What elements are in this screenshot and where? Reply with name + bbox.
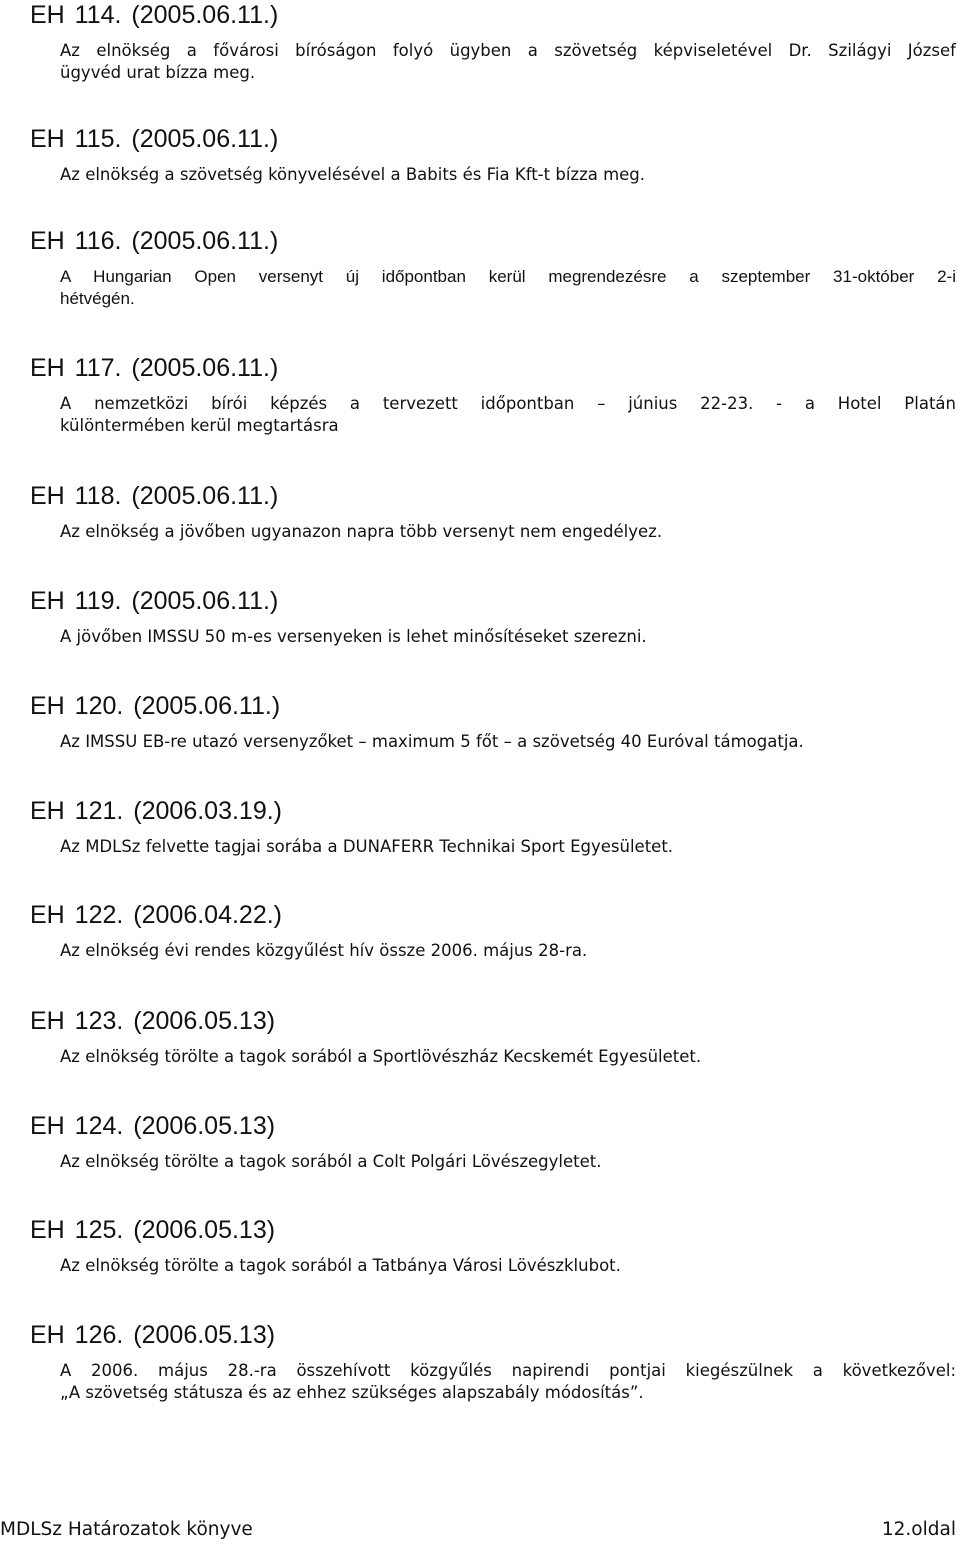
resolution-text: Az elnökség törölte a tagok sorából a Tatbánya Városi Lövészklubot.	[60, 1256, 621, 1275]
resolution-heading: EH 119. (2005.06.11.)	[30, 587, 279, 615]
resolution-text: A jövőben IMSSU 50 m-es versenyeken is lehet minősítéseket szerezni.	[60, 627, 647, 646]
resolution-text-line: Az elnökség a fővárosi bíróságon folyó ügyben a szövetség képviseletével Dr. Szilágyi József	[60, 41, 956, 60]
resolution-eh-123	[30, 1006, 956, 1068]
resolution-eh-120	[30, 691, 956, 753]
resolution-heading: EH 126. (2006.05.13)	[30, 1321, 276, 1349]
resolution-heading: EH 122. (2006.04.22.)	[30, 901, 282, 929]
resolution-eh-116	[30, 226, 956, 310]
resolution-heading: EH 115. (2005.06.11.)	[30, 125, 279, 153]
resolution-heading: EH 120. (2005.06.11.)	[30, 692, 281, 720]
resolution-text: Az elnökség a jövőben ugyanazon napra több versenyt nem engedélyez.	[60, 522, 663, 541]
resolution-eh-115	[30, 124, 956, 186]
resolution-eh-114	[30, 0, 956, 84]
resolution-text-line: különtermében kerül megtartásra	[60, 416, 339, 435]
resolution-text-line: A nemzetközi bírói képzés a tervezett időpontban – június 22-23. - a Hotel Platán	[60, 394, 956, 413]
resolution-eh-122	[30, 900, 956, 962]
resolution-text: Az MDLSz felvette tagjai sorába a DUNAFERR Technikai Sport Egyesületet.	[60, 837, 674, 856]
resolution-text-line: A 2006. május 28.-ra összehívott közgyűlés napirendi pontjai kiegészülnek a következővel:	[60, 1361, 956, 1380]
resolution-text	[60, 40, 956, 84]
resolution-text: Az elnökség törölte a tagok sorából a Sportlövészház Kecskemét Egyesületet.	[60, 1047, 702, 1066]
resolution-eh-119	[30, 586, 956, 648]
resolution-text-line: „A szövetség státusza és az ehhez szükséges alapszabály módosítás”.	[60, 1383, 644, 1402]
resolution-eh-125	[30, 1215, 956, 1277]
resolution-eh-117	[30, 353, 956, 437]
resolution-heading: EH 114. (2005.06.11.)	[30, 1, 279, 29]
resolution-text	[60, 393, 956, 437]
resolution-text-line: hétvégén.	[60, 289, 135, 308]
resolution-text: Az IMSSU EB-re utazó versenyzőket – maximum 5 főt – a szövetség 40 Euróval támogatja.	[60, 732, 804, 751]
footer-document-title: MDLSz Határozatok könyve	[0, 1519, 253, 1540]
resolution-heading: EH 125. (2006.05.13)	[30, 1216, 276, 1244]
resolution-eh-124	[30, 1111, 956, 1173]
resolution-text-line: ügyvéd urat bízza meg.	[60, 63, 256, 82]
resolution-heading: EH 116. (2005.06.11.)	[30, 227, 279, 255]
resolution-heading: EH 123. (2006.05.13)	[30, 1007, 276, 1035]
resolution-heading: EH 121. (2006.03.19.)	[30, 797, 282, 825]
resolution-text	[60, 266, 956, 310]
resolution-text: Az elnökség a szövetség könyvelésével a Babits és Fia Kft-t bízza meg.	[60, 165, 646, 184]
resolution-heading: EH 117. (2005.06.11.)	[30, 354, 279, 382]
resolution-text: Az elnökség évi rendes közgyűlést hív össze 2006. május 28-ra.	[60, 941, 588, 960]
resolution-text: Az elnökség törölte a tagok sorából a Colt Polgári Lövészegyletet.	[60, 1152, 602, 1171]
resolution-text-line: A Hungarian Open versenyt új időpontban kerül megrendezésre a szeptember 31-október 2-i	[60, 267, 956, 286]
resolution-text	[60, 1360, 956, 1404]
resolution-eh-121	[30, 796, 956, 858]
resolution-heading: EH 124. (2006.05.13)	[30, 1112, 276, 1140]
footer-page-number: 12.oldal	[881, 1519, 956, 1540]
resolution-heading: EH 118. (2005.06.11.)	[30, 482, 279, 510]
resolution-eh-126	[30, 1320, 956, 1404]
resolution-eh-118	[30, 481, 956, 543]
